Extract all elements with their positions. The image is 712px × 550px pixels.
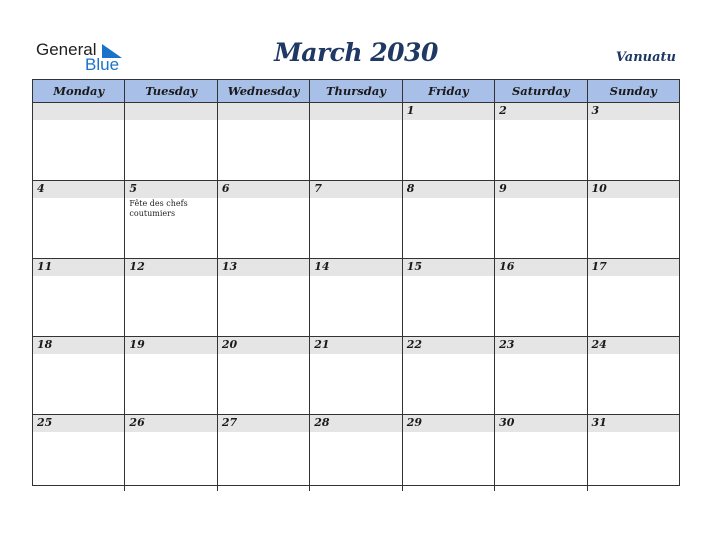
day-cell [33,259,124,336]
day-cell [217,259,309,336]
week-row [33,337,679,415]
logo-blue-text: Blue [85,55,120,74]
day-number: 30 [499,416,515,429]
day-number: 13 [221,260,238,273]
country-label: Vanuatu [615,50,676,65]
weekday-saturday: Saturday [494,80,586,102]
day-cell [587,337,679,414]
day-cell [402,337,494,414]
day-cell [124,415,216,491]
day-number: 26 [129,416,145,429]
day-number: 31 [591,416,607,429]
day-number: 23 [499,338,515,351]
day-number: 3 [591,104,600,117]
day-number: 7 [314,182,322,195]
day-number: 18 [37,338,53,351]
week-row [33,415,679,491]
day-cell [402,103,494,180]
day-number: 27 [221,416,238,429]
day-number: 21 [314,338,330,351]
day-number: 1 [406,104,415,117]
weekday-monday: Monday [53,84,105,98]
day-number: 24 [591,338,607,351]
logo-general-text: General [36,40,97,59]
day-cell [587,103,679,180]
day-number: 9 [499,182,507,195]
day-number: 25 [37,416,53,429]
day-number: 15 [406,260,422,273]
day-number: 4 [37,182,45,195]
day-number: 17 [591,260,607,273]
day-number: 29 [406,416,422,429]
day-number: 20 [221,338,238,351]
day-cell [33,337,124,414]
day-cell [124,103,216,180]
day-cell [494,103,586,180]
day-cell [587,259,679,336]
day-cell [124,259,216,336]
day-cell [33,181,124,258]
day-number: 28 [314,416,330,429]
weekday-tuesday: Tuesday [124,80,216,102]
day-number: 19 [129,338,145,351]
day-number: 5 [129,182,138,195]
weekday-header-row [33,80,679,103]
holiday-label: Fête des chefs coutumiers [129,199,188,218]
day-number: 2 [499,104,507,117]
day-cell [494,181,586,258]
weekday-friday: Friday [402,80,494,102]
day-cell [309,259,401,336]
day-cell [494,415,586,491]
day-cell [587,181,679,258]
week-row [33,103,679,181]
day-cell [309,415,401,491]
week-row [33,181,679,259]
weekday-wednesday: Wednesday [217,80,309,102]
day-cell [494,337,586,414]
day-cell [124,181,216,258]
day-cell [217,181,309,258]
day-number: 12 [129,260,145,273]
week-row [33,259,679,337]
day-number: 14 [314,260,330,273]
day-number: 10 [591,182,607,195]
day-number: 6 [221,182,230,195]
day-cell [494,259,586,336]
day-cell [217,103,309,180]
day-cell [402,181,494,258]
day-cell [587,415,679,491]
day-cell [402,415,494,491]
day-cell [309,181,401,258]
weekday-thursday: Thursday [309,80,401,102]
month-calendar [32,79,680,486]
page-title: March 2030 [274,38,438,67]
day-cell [309,103,401,180]
day-cell [217,415,309,491]
day-cell [217,337,309,414]
day-cell [33,415,124,491]
day-cell [33,103,124,180]
day-cell [124,337,216,414]
day-number: 11 [37,260,53,273]
day-number: 22 [406,338,422,351]
weekday-sunday: Sunday [587,80,679,102]
day-cell [402,259,494,336]
day-number: 8 [406,182,415,195]
day-number: 16 [499,260,515,273]
day-cell [309,337,401,414]
